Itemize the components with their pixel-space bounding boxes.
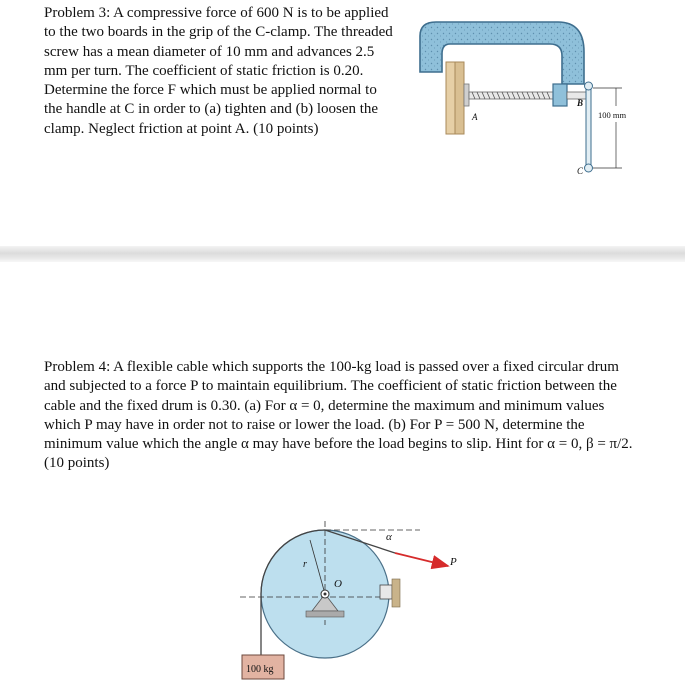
board-left (446, 62, 455, 134)
label-p: P (450, 556, 457, 568)
label-c: C (577, 166, 584, 176)
drum-diagram (230, 515, 480, 690)
drum-figure (230, 515, 480, 690)
problem-4-text: Problem 4: A flexible cable which supports the 100-kg load is passed over a fixed circular drum and subjected to a force P to maintain equilibrium. The coefficient of static friction between the cable and the fixed drum is 0.30. (a) For α = 0, determine the maximum and minimum values which P may have in order not to raise or lower the load. (b) For P = 500 N, determine the minimum value which the angle α may have before the load begins to slip. Hint for α = 0, β = π/2. (10 points) (44, 359, 633, 472)
force-p-arrow (395, 553, 448, 566)
jaw-pad (464, 84, 469, 106)
clamp-frame (420, 22, 584, 84)
wall-bracket (380, 585, 392, 599)
label-r: r (303, 559, 307, 570)
clamp-handle (586, 86, 591, 168)
threaded-screw (469, 92, 553, 99)
dimension-label: 100 mm (598, 110, 627, 120)
c-clamp-figure (412, 14, 652, 184)
c-clamp-diagram (412, 14, 652, 184)
section-divider (0, 246, 685, 262)
clamp-nut (553, 84, 567, 106)
load-label: 100 kg (246, 664, 274, 675)
problem-3-text: Problem 3: A compressive force of 600 N is to be applied to the two boards in the grip of the C-clamp. The threaded screw has a mean diameter of 10 mm and advances 2.5 mm per turn. The coefficient of static friction is 0.20. Determine the force F which must be applied normal to the handle at C in order to (a) tighten and (b) loosen the clamp. Neglect friction at point A. (10 points) (44, 5, 393, 137)
board-right (455, 62, 464, 134)
label-a: A (472, 112, 478, 122)
label-o: O (334, 578, 342, 590)
label-alpha: α (386, 531, 392, 543)
label-b: B (577, 98, 584, 108)
